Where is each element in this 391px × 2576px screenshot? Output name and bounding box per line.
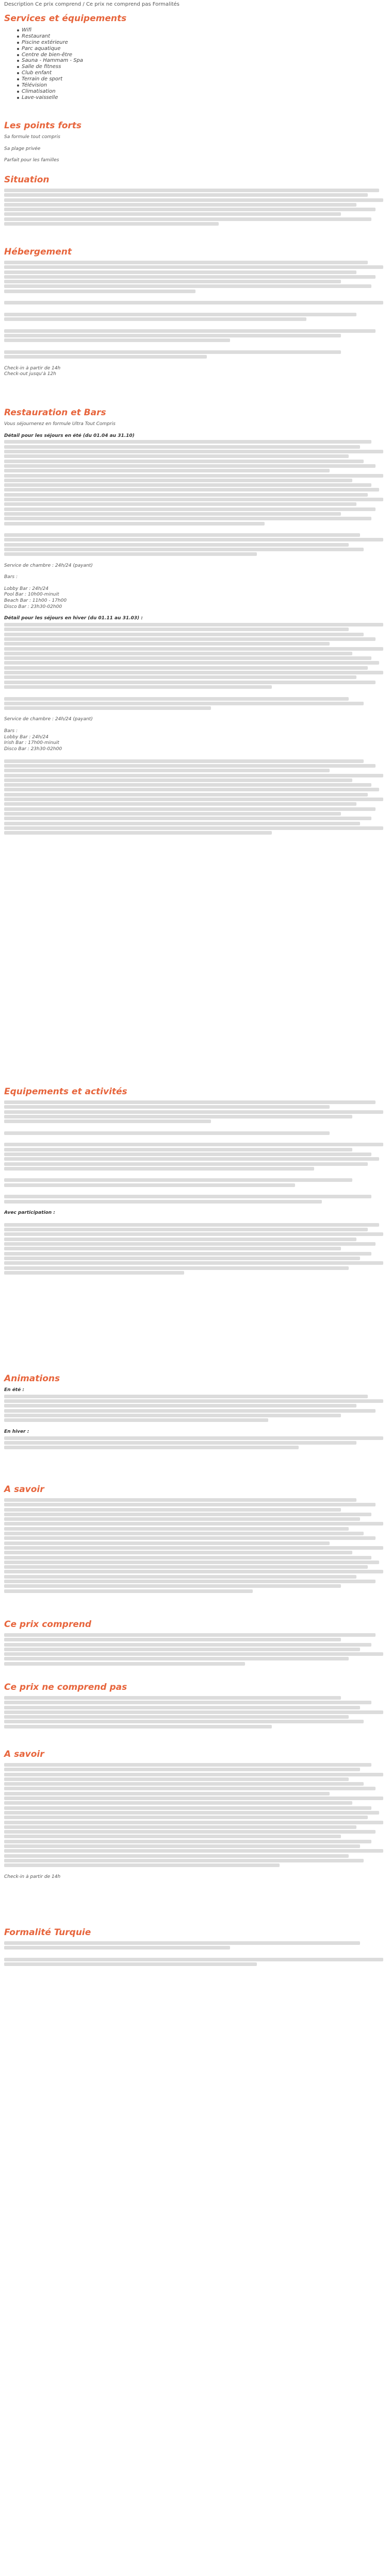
ce-prix-ne-comprend-pas-text (4, 1696, 387, 1728)
point-fort-2: Sa plage privée (4, 146, 41, 151)
winter-schedule (4, 623, 387, 689)
section-hebergement (4, 246, 387, 378)
checkout-line: Check-out jusqu'à 12h (4, 371, 56, 377)
heading-points-forts: Les points forts (4, 121, 82, 131)
heading-a-savoir-2: A savoir (4, 1749, 44, 1759)
heading-ce-prix-ne-comprend-pas: Ce prix ne comprend pas (4, 1682, 127, 1692)
a-savoir-2-text (4, 1763, 387, 1867)
section-situation (4, 174, 387, 227)
summer-bars-heading: Bars : (4, 574, 18, 580)
service-item: Parc aquatique (22, 46, 387, 52)
section-a-savoir-1 (4, 1484, 387, 1594)
service-item: Lave-vaisselle (22, 95, 387, 101)
winter-room-service: Service de chambre : 24h/24 (payant) (4, 717, 93, 722)
heading-situation: Situation (4, 175, 50, 185)
summer-bar-1: Lobby Bar : 24h/24 (4, 586, 48, 591)
winter-heading: Détail pour les séjours en hiver (du 01.11 au 31.03) : (4, 616, 143, 621)
summer-bar-3: Beach Bar : 11h00 - 17h00 (4, 598, 67, 603)
animations-ete-label: En été : (4, 1387, 24, 1393)
winter-notes (4, 697, 387, 710)
equipements-text-3 (4, 1143, 387, 1170)
restauration-intro: Vous séjournerez en formule Ultra Tout Compris (4, 421, 116, 427)
restauration-closing-notes (4, 759, 387, 835)
summer-schedule (4, 440, 387, 525)
summer-notes (4, 533, 387, 556)
heading-a-savoir-1: A savoir (4, 1484, 44, 1495)
service-item: Salle de fitness (22, 64, 387, 70)
checkin-line: Check-in à partir de 14h (4, 365, 61, 371)
hebergement-text-4 (4, 329, 387, 343)
service-item: Climatisation (22, 89, 387, 95)
a-savoir-1-text (4, 1498, 387, 1593)
animations-ete-text (4, 1395, 387, 1422)
summer-bar-2: Pool Bar : 10h00-minuit (4, 592, 59, 598)
situation-text (4, 189, 387, 226)
service-item: Télévision (22, 82, 387, 89)
heading-formalite: Formalité Turquie (4, 1927, 91, 1938)
heading-services: Services et équipements (4, 13, 127, 24)
ce-prix-comprend-text (4, 1633, 387, 1666)
section-ce-prix-comprend (4, 1619, 387, 1667)
service-item: Centre de bien-être (22, 52, 387, 58)
section-formalite (4, 1927, 387, 1967)
section-points-forts (4, 120, 387, 164)
equipements-text-5 (4, 1195, 387, 1203)
service-item: Restaurant (22, 33, 387, 40)
section-restauration (4, 407, 387, 836)
animations-hiver-label: En hiver : (4, 1429, 29, 1434)
heading-restauration: Restauration et Bars (4, 408, 106, 418)
equipements-text-1 (4, 1100, 387, 1123)
hebergement-text-1 (4, 261, 387, 293)
section-a-savoir-2 (4, 1749, 387, 1880)
point-fort-3: Parfait pour les familles (4, 158, 59, 163)
document-page (0, 0, 391, 101)
services-list (4, 27, 387, 101)
section-equipements (4, 1086, 387, 1276)
point-fort-1: Sa formule tout compris (4, 134, 60, 140)
service-item: Piscine extérieure (22, 40, 387, 46)
service-item: Terrain de sport (22, 76, 387, 82)
equipements-text-2 (4, 1131, 387, 1135)
a-savoir-2-checkin: Check-in à partir de 14h (4, 1874, 61, 1879)
formalite-text (4, 1941, 387, 1950)
section-ce-prix-ne-comprend-pas (4, 1682, 387, 1730)
heading-hebergement: Hébergement (4, 247, 72, 257)
service-item: Club enfant (22, 70, 387, 76)
service-item: Wifi (22, 27, 387, 33)
hebergement-text-3 (4, 313, 387, 321)
section-animations (4, 1373, 387, 1450)
hebergement-text-2 (4, 301, 387, 304)
hebergement-text-5 (4, 350, 387, 359)
service-item: Sauna - Hammam - Spa (22, 58, 387, 64)
animations-hiver-text (4, 1436, 387, 1450)
summer-heading: Détail pour les séjours en été (du 01.04 au 31.10) (4, 433, 135, 438)
winter-bar-2: Irish Bar : 17h00-minuit (4, 740, 59, 746)
heading-equipements: Equipements et activités (4, 1087, 127, 1097)
summer-room-service: Service de chambre : 24h/24 (payant) (4, 563, 93, 568)
winter-bar-3: Disco Bar : 23h30-02h00 (4, 746, 62, 752)
winter-bars-heading: Bars : (4, 728, 18, 734)
equipements-text-6 (4, 1223, 387, 1275)
breadcrumb[interactable]: Description Ce prix comprend / Ce prix ne comprend pas Formalités (4, 2, 180, 7)
equipements-avec-participation: Avec participation : (4, 1210, 55, 1215)
formalite-link[interactable] (4, 1958, 387, 1966)
heading-ce-prix-comprend: Ce prix comprend (4, 1619, 92, 1630)
summer-bar-4: Disco Bar : 23h30-02h00 (4, 604, 62, 609)
heading-animations: Animations (4, 1374, 60, 1384)
equipements-text-4 (4, 1178, 387, 1187)
winter-bar-1: Lobby Bar : 24h/24 (4, 734, 48, 740)
